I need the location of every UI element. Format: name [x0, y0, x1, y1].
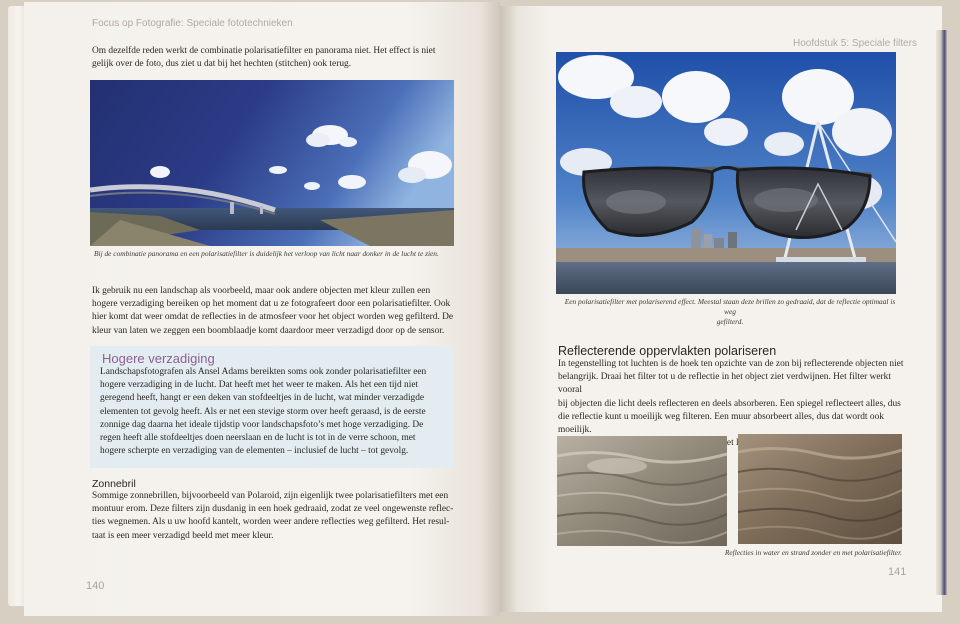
sunglasses-paragraph [92, 490, 464, 543]
paragraph-line: kleur van laten we zeggen een boomblaadje komt daardoor meer verzadigd door op de sensor. [92, 325, 445, 336]
paragraph-line: Sommige zonnebrillen, bijvoorbeeld van Polaroid, zijn eigenlijk twee polarisatiefilters met een [92, 491, 449, 501]
sunglasses-photo [556, 52, 896, 294]
paragraph-line: die reflectie kunt u moeilijk weg filteren. Een muur absorbeert alles, dus dat wordt ook moeilijk. [558, 411, 884, 436]
info-box-line: regen heeft alle stofdeeltjes doen neerslaan en de lucht is tot in de verre schoon, met [100, 433, 416, 444]
paragraph-line: belangrijk. Draai het filter tot u de reflectie in het object ziet verdwijnen. Het filter werkt vooral [558, 372, 891, 396]
caption-line: gefilterd. [716, 317, 744, 326]
reflective-surfaces-heading: Reflecterende oppervlakten polariseren [558, 344, 777, 358]
info-box-text [100, 366, 452, 458]
paragraph-line: Ik gebruik nu een landschap als voorbeeld, maar ook andere objecten met kleur zullen een [92, 286, 431, 296]
info-box-line: zonnige dag daarna het ideale tijdstip voor landschapsfoto’s met hoge verzadiging. De [100, 419, 424, 430]
info-box-line: hogere scherpte en verzadiging van de elementen – inclusief de lucht – tot gevolg. [100, 446, 409, 457]
info-box-line: hogere verzadiging in de lucht. Dat heeft met het weer te maken. Als het een tijd niet [100, 380, 419, 391]
paragraph-line: hier komt dat weer omdat de reflecties in de atmosfeer voor het object worden weg gefilterd. De [92, 312, 454, 323]
info-box-line: elementen tot gevolg heeft. Als er net een stevige storm over heeft geraasd, is de eerste [100, 406, 426, 417]
info-box-title: Hogere verzadiging [102, 351, 215, 366]
panorama-caption: Bij de combinatie panorama en een polarisatiefilter is duidelijk het verloop van licht naar donker in de lucht te zien. [94, 249, 439, 258]
sunglasses-caption [560, 297, 900, 327]
left-running-header: Focus op Fotografie: Speciale fototechnieken [92, 18, 293, 29]
paragraph-line: hogere verzadiging bereiken op het moment dat u ze fotografeert door een polarisatiefilter. Ook [92, 299, 451, 310]
paragraph-line: ties wegnemen. Als u uw hoofd kantelt, worden weer andere reflecties weg gefilterd. Het resul- [92, 517, 450, 528]
beach-photo-with-filter [738, 434, 902, 544]
caption-line: Een polarisatiefilter met polariserend effect. Meestal staan deze brillen zo gedraaid, dat de reflectie optimaal is weg [564, 297, 896, 316]
paragraph-line: In tegenstelling tot luchten is de hoek ten opzichte van de zon bij reflecterende objecten niet [558, 359, 904, 369]
right-running-header: Hoofdstuk 5: Speciale filters [793, 38, 917, 49]
paragraph-line: montuur erom. Deze filters zijn dusdanig in een hoek gedraaid, zodat ze veel ongewenste reflec- [92, 504, 454, 515]
intro-paragraph [92, 45, 462, 71]
sunglasses-heading: Zonnebril [92, 478, 136, 490]
info-box-line: Landschapsfotografen als Ansel Adams bereikten soms ook zonder polarisatiefilter een [100, 367, 427, 377]
beach-caption: Reflecties in water en strand zonder en met polarisatiefilter. [724, 548, 902, 557]
intro-line: Om dezelfde reden werkt de combinatie polarisatiefilter en panorama niet. Het effect is niet [92, 46, 436, 56]
right-page-number: 141 [888, 566, 907, 578]
left-page-number: 140 [86, 580, 105, 592]
panorama-photo [90, 80, 454, 246]
saturation-paragraph [92, 285, 464, 338]
intro-line: gelijk over de foto, dus ziet u dat bij het hechten (stitchen) ook terug. [92, 59, 352, 70]
right-page-edges [936, 30, 948, 595]
info-box-line: geregend heeft, hangt er een deken van stofdeeltjes in de lucht, wat minder verzadigde [100, 393, 425, 404]
paragraph-line: bij objecten die licht deels reflecteren en deels absorberen. Een spiegel reflecteert alles, dus [558, 398, 901, 409]
paragraph-line: taat is een meer verzadigd beeld met meer kleur. [92, 530, 274, 541]
beach-photo-without-filter [557, 436, 727, 546]
